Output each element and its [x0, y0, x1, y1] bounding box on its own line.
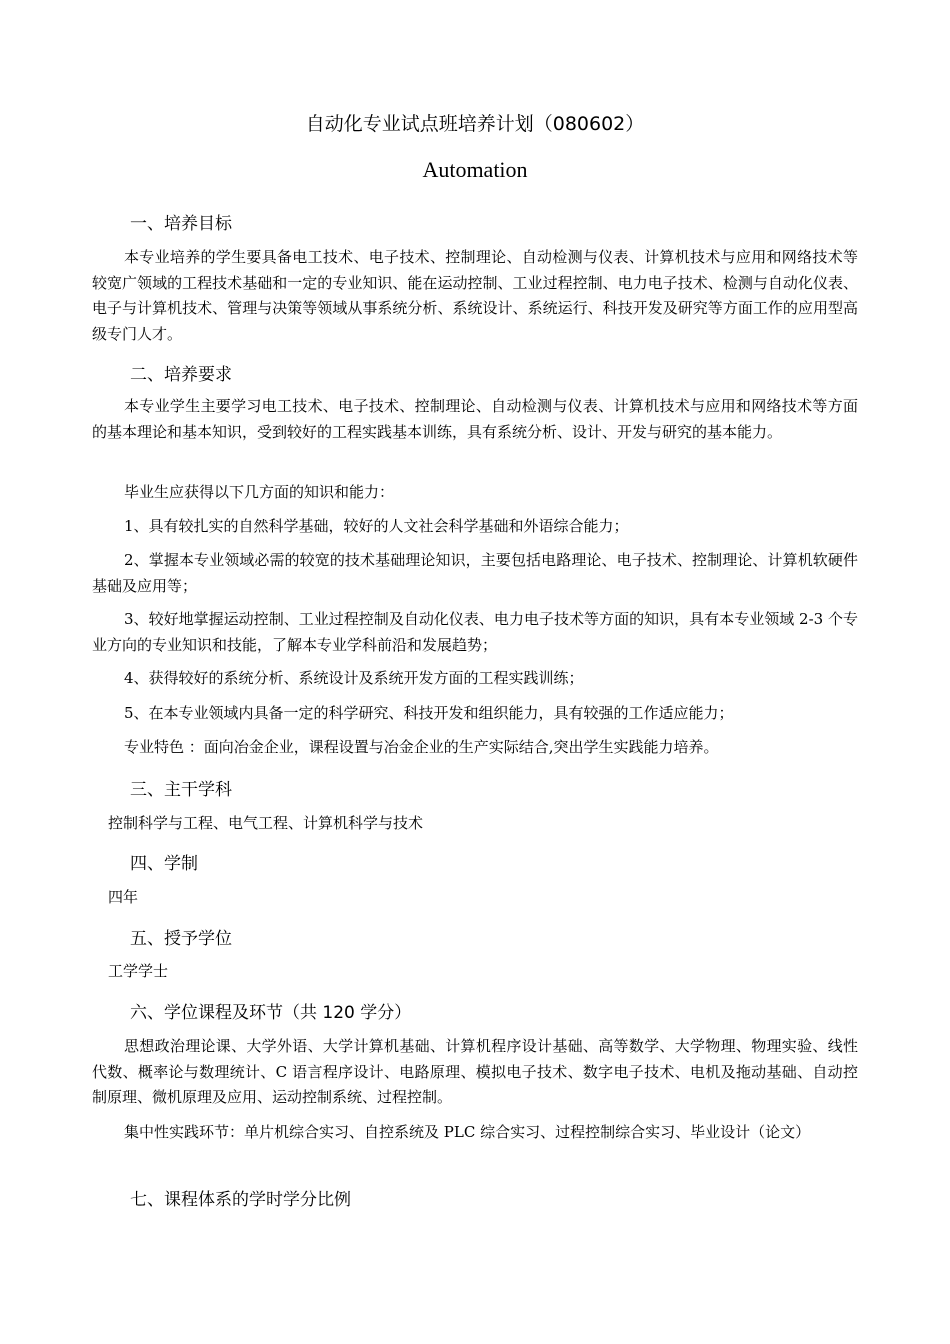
- section-heading-credit-ratio: 七、课程体系的学时学分比例: [130, 1190, 351, 1210]
- degree-text: 工学学士: [108, 962, 169, 980]
- document-subtitle: Automation: [422, 157, 528, 182]
- section-heading-degree-courses: 六、学位课程及环节（共 120 学分）: [130, 1003, 412, 1023]
- main-disciplines-text: 控制科学与工程、电气工程、计算机科学与技术: [108, 814, 424, 832]
- paragraph-abilities-intro: 毕业生应获得以下几方面的知识和能力：: [124, 483, 395, 501]
- paragraph-practice-links: 集中性实践环节：单片机综合实习、自控系统及 PLC 综合实习、过程控制综合实习、毕业设计（论文）: [124, 1123, 811, 1141]
- paragraph-program-feature: 专业特色 ：面向冶金企业，课程设置与冶金企业的生产实际结合,突出学生实践能力培养。: [124, 738, 719, 756]
- list-item-ability-4: 4、获得较好的系统分析、系统设计及系统开发方面的工程实践训练；: [124, 669, 584, 687]
- duration-text: 四年: [108, 888, 139, 906]
- list-item-ability-2: 2、掌握本专业领域必需的较宽的技术基础理论知识，主要包括电路理论、电子技术、控制理论、计算机软硬件基础及应用等；: [92, 551, 858, 595]
- document-title: 自动化专业试点班培养计划（080602）: [305, 113, 645, 135]
- paragraph-degree-courses: 思想政治理论课、大学外语、大学计算机基础、计算机程序设计基础、高等数学、大学物理、物理实验、线性代数、概率论与数理统计、C 语言程序设计、电路原理、模拟电子技术、数字电子技术、电机及拖动基础、自动控制原理、微机原理及应用、运动控制系统、过程控制。: [92, 1037, 858, 1106]
- paragraph-requirements: 本专业学生主要学习电工技术、电子技术、控制理论、自动检测与仪表、计算机技术与应用和网络技术等方面的基本理论和基本知识，受到较好的工程实践基本训练，具有系统分析、设计、开发与研究的基本能力。: [92, 397, 858, 441]
- list-item-ability-1: 1、具有较扎实的自然科学基础，较好的人文社会科学基础和外语综合能力；: [124, 517, 629, 535]
- list-item-ability-3: 3、较好地掌握运动控制、工业过程控制及自动化仪表、电力电子技术等方面的知识，具有本专业领域 2-3 个专业方向的专业知识和技能，了解本专业学科前沿和发展趋势；: [92, 610, 858, 654]
- paragraph-training-goal: 本专业培养的学生要具备电工技术、电子技术、控制理论、自动检测与仪表、计算机技术与应用和网络技术等较宽广领域的工程技术基础和一定的专业知识、能在运动控制、工业过程控制、电力电子技术、检测与自动化仪表、电子与计算机技术、管理与决策等领域从事系统分析、系统设计、系统运行、科技开发及研究等方面工作的应用型高级专门人才。: [92, 248, 858, 343]
- list-item-ability-5: 5、在本专业领域内具备一定的科学研究、科技开发和组织能力，具有较强的工作适应能力；: [124, 704, 734, 722]
- section-heading-degree: 五、授予学位: [130, 929, 232, 949]
- section-heading-main-disciplines: 三、主干学科: [130, 780, 232, 800]
- section-heading-training-goal: 一、培养目标: [130, 214, 232, 234]
- section-heading-training-requirements: 二、培养要求: [130, 365, 232, 385]
- section-heading-duration: 四、学制: [130, 854, 198, 874]
